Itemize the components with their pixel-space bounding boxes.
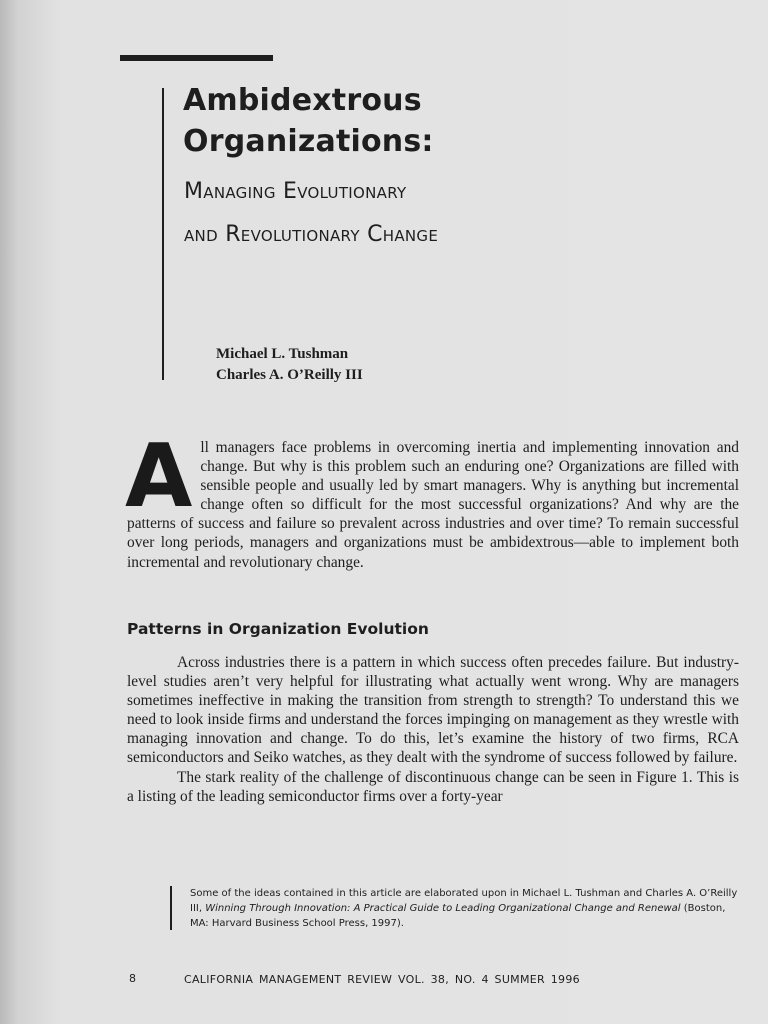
author-name: Charles A. O’Reilly III	[216, 367, 363, 383]
footnote	[190, 886, 740, 931]
title-vertical-rule	[162, 88, 164, 380]
title-line-1: Ambidextrous	[183, 83, 422, 118]
drop-cap: A	[125, 425, 193, 527]
intro-text: ll managers face problems in overcoming inertia and implementing innovation and change. But why is this problem such an enduring one? Organizations are filled with sensible people and usually led by smart managers. Why is anything but incremental change often so difficult for the most successful organizations? And why are the patterns of success and failure so prevalent across industries and over time? To remain successful over long periods, managers and organizations must be ambidextrous—able to implement both incremental and revolutionary change.	[127, 439, 739, 571]
body-paragraph: Across industries there is a pattern in which success often precedes failure. But industry-level studies aren’t very helpful for illustrating what actually went wrong. Why are managers sometimes ineffective in making the transition from strength to strength? To understand this we need to look inside firms and understand the forces impinging on management as they wrestle with managing innovation and change. To do this, let’s examine the history of two firms, RCA semiconductors and Seiko watches, as they dealt with the syndrome of success followed by failure.	[127, 654, 739, 767]
footnote-text-end: (Boston, MA: Harvard Business School Press, 1997).	[190, 903, 726, 929]
subtitle-line-1: Managing Evolutionary	[184, 179, 407, 204]
footnote-rule	[170, 886, 172, 930]
body-paragraph: The stark reality of the challenge of discontinuous change can be seen in Figure 1. This is a listing of the leading semiconductor firms over a forty-year	[127, 768, 739, 805]
title-line-2: Organizations:	[183, 124, 434, 159]
page-number: 8	[129, 972, 136, 985]
intro-paragraph	[125, 425, 739, 572]
article-subtitle	[184, 170, 438, 256]
top-rule	[120, 55, 273, 61]
section-heading: Patterns in Organization Evolution	[127, 620, 429, 638]
author-name: Michael L. Tushman	[216, 346, 349, 362]
article-title	[183, 80, 434, 162]
section-body	[127, 653, 739, 806]
footnote-text: Some of the ideas contained in this article are elaborated upon in Michael L. Tushman and Charles A. O’Reilly III,	[190, 888, 738, 914]
running-footer: CALIFORNIA MANAGEMENT REVIEW VOL. 38, NO. 4 SUMMER 1996	[184, 973, 580, 986]
subtitle-line-2: and Revolutionary Change	[184, 222, 439, 247]
footnote-book-title: Winning Through Innovation: A Practical Guide to Leading Organizational Change and Renewal	[205, 903, 681, 914]
